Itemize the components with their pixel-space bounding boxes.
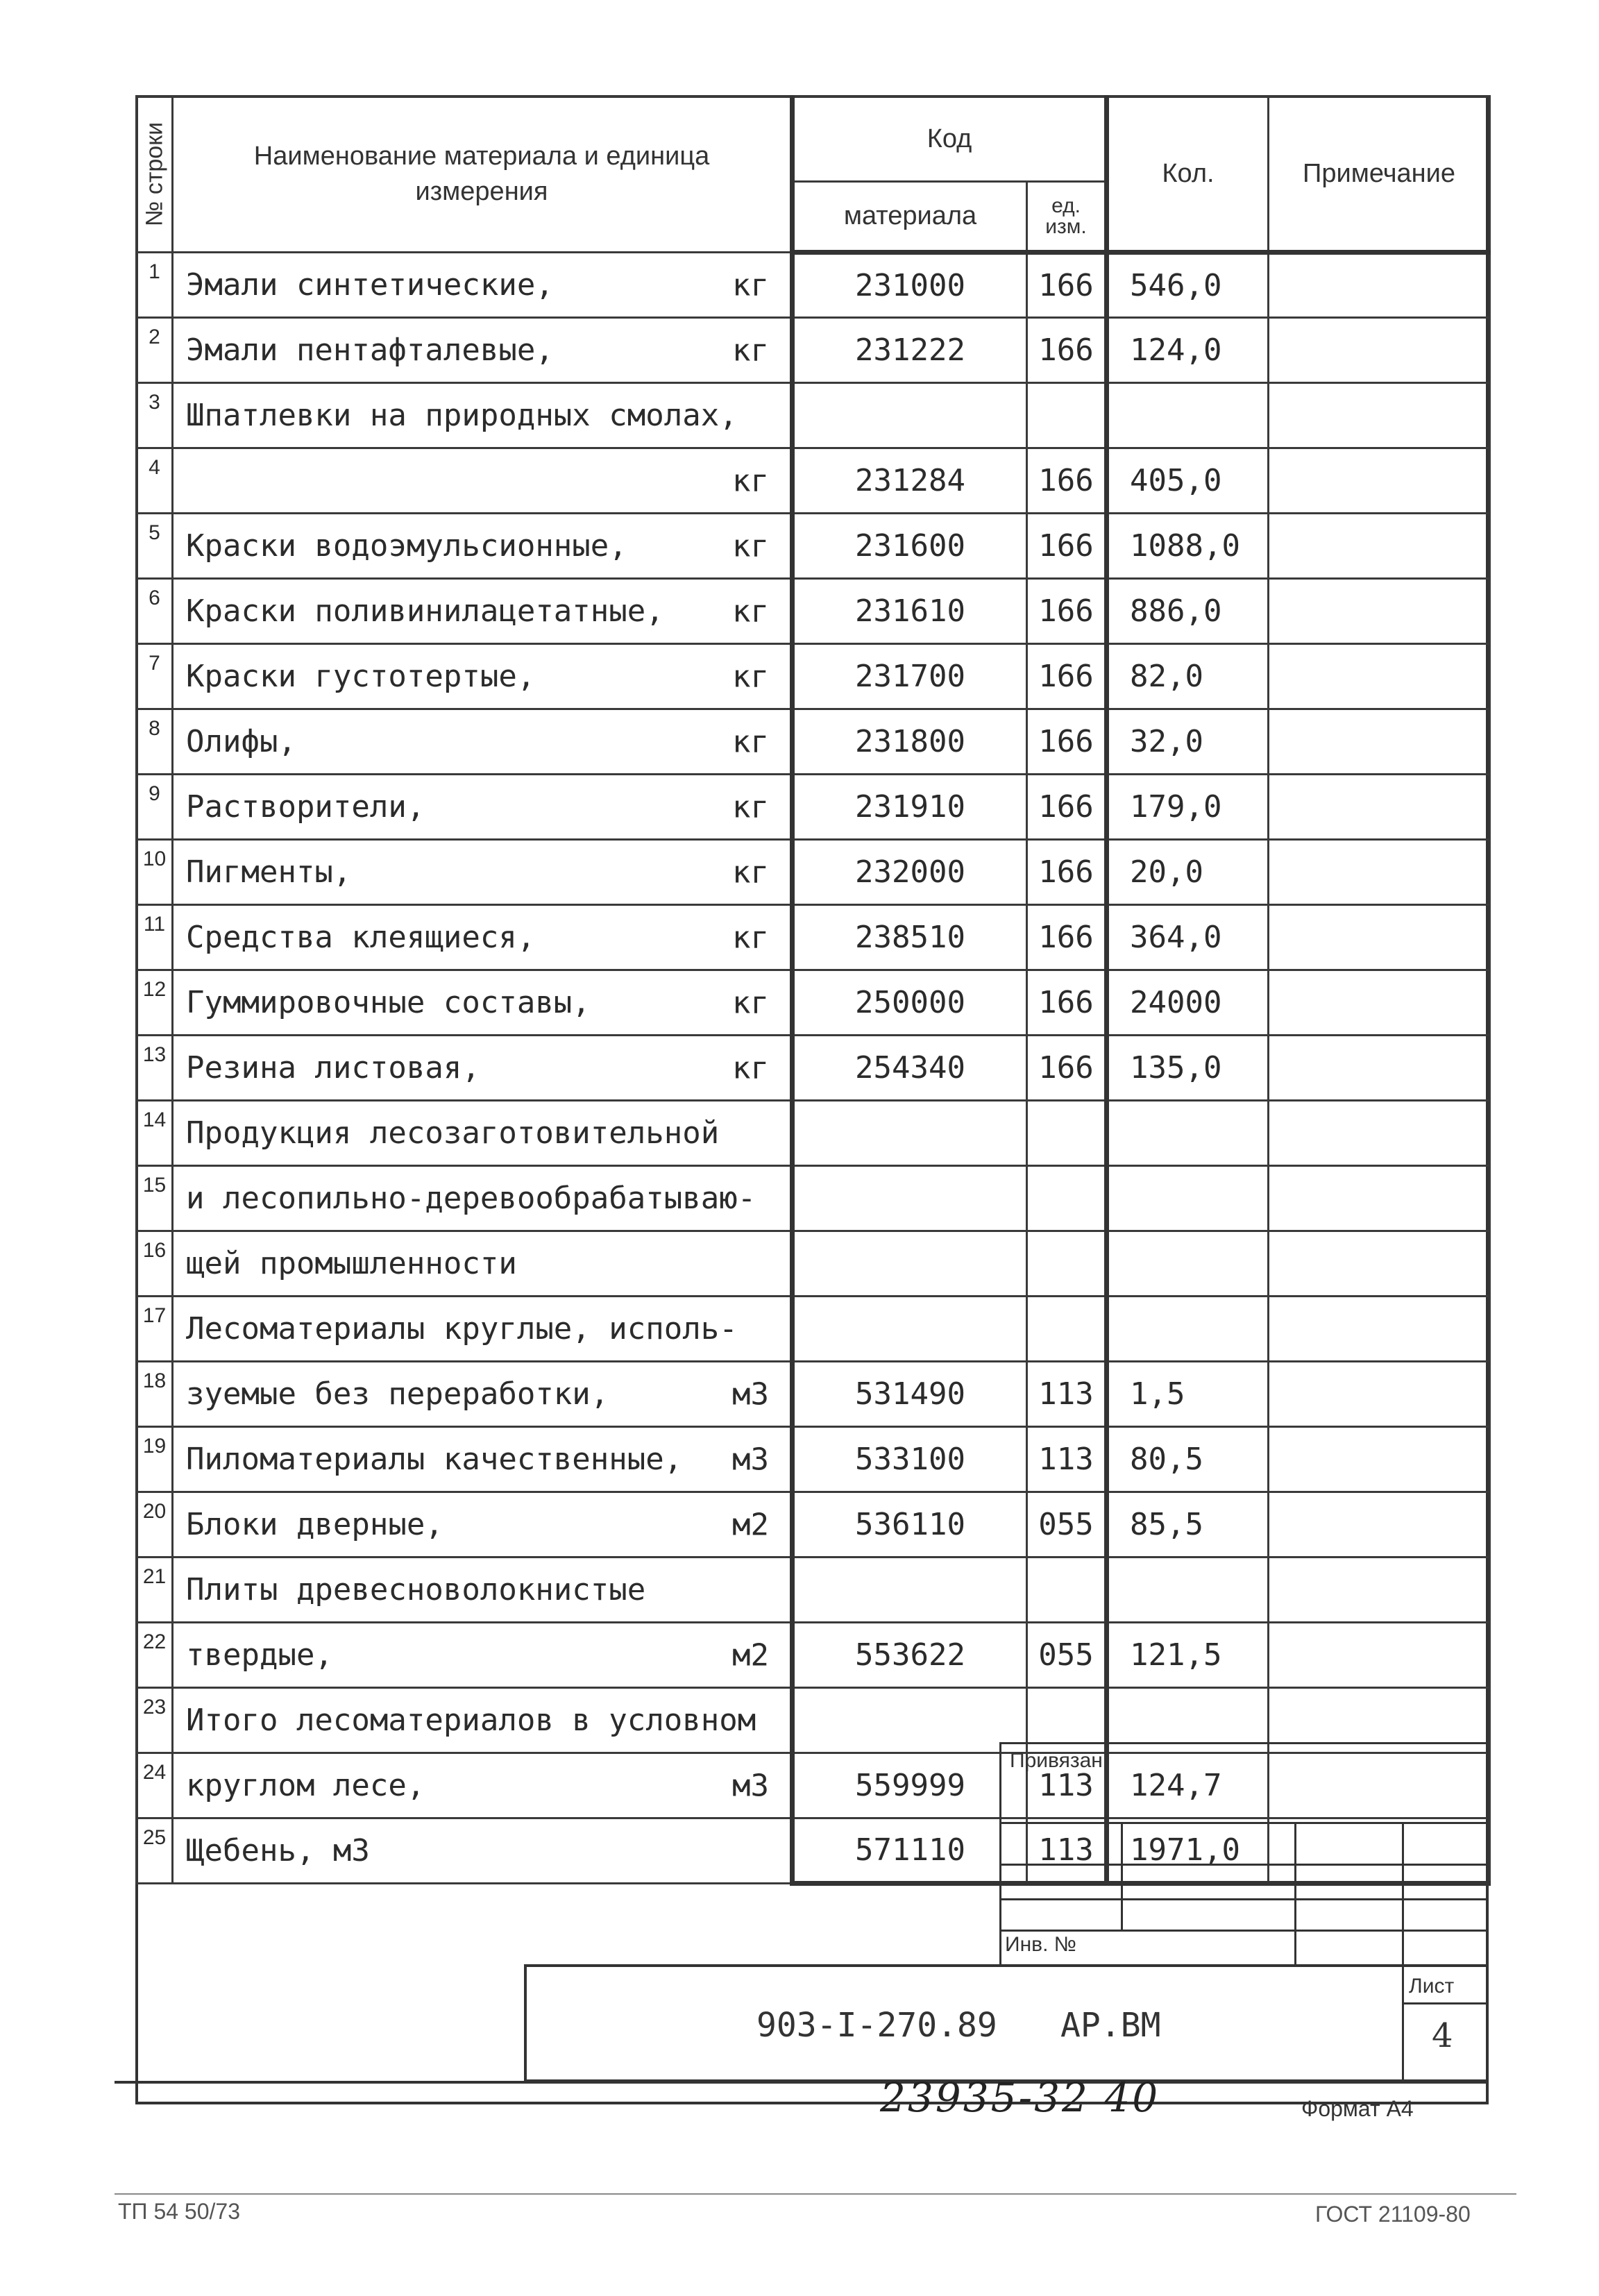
- material-code: 553622: [793, 1623, 1027, 1688]
- sheet-number: 4: [1432, 2016, 1453, 2055]
- quantity: [1107, 1558, 1269, 1623]
- row-number: 18: [137, 1362, 173, 1427]
- material-name-text: Эмали синтетические,: [186, 267, 554, 303]
- material-name-text: Краски густотертые,: [186, 659, 536, 694]
- row-number: 3: [137, 383, 173, 448]
- material-name-text: и лесопильно-деревообрабатываю-: [186, 1181, 756, 1216]
- unit-code: 113: [1027, 1362, 1107, 1427]
- material-name: [173, 383, 793, 448]
- row-number: 8: [137, 709, 173, 775]
- row-number: 24: [137, 1753, 173, 1818]
- material-unit: м3: [732, 1376, 769, 1412]
- material-name-text: Гуммировочные составы,: [186, 985, 591, 1020]
- stamp-line: [999, 1864, 1489, 1866]
- stamp-line: [1402, 1964, 1404, 2082]
- row-number: 5: [137, 514, 173, 579]
- table-row: [137, 1231, 1490, 1297]
- table-row: [137, 1362, 1490, 1427]
- quantity: 1,5: [1107, 1362, 1269, 1427]
- material-unit: м2: [732, 1637, 769, 1673]
- material-unit: кг: [732, 789, 769, 825]
- material-name: [173, 840, 793, 905]
- unit-code: 166: [1027, 970, 1107, 1036]
- footer-right: ГОСТ 21109-80: [1315, 2202, 1471, 2227]
- note: [1269, 644, 1490, 709]
- note: [1269, 1101, 1490, 1166]
- note: [1269, 1558, 1490, 1623]
- table-row: [137, 1297, 1490, 1362]
- material-name-text: Краски поливинилацетатные,: [186, 593, 664, 629]
- material-name-text: Краски водоэмульсионные,: [186, 528, 627, 564]
- stamp-line: [999, 1898, 1489, 1900]
- material-code: 250000: [793, 970, 1027, 1036]
- material-name: [173, 709, 793, 775]
- material-name: [173, 1818, 793, 1884]
- material-name: [173, 1101, 793, 1166]
- material-name: [173, 1492, 793, 1558]
- row-number: 16: [137, 1231, 173, 1297]
- unit-code: 166: [1027, 514, 1107, 579]
- material-name: [173, 318, 793, 383]
- quantity: 546,0: [1107, 253, 1269, 318]
- material-unit: кг: [732, 985, 769, 1020]
- material-code: [793, 1166, 1027, 1231]
- note: [1269, 1231, 1490, 1297]
- table-row: [137, 970, 1490, 1036]
- material-unit: кг: [732, 267, 769, 303]
- table-row: [137, 514, 1490, 579]
- bottom-rule: [115, 2081, 1489, 2084]
- quantity: 124,7: [1107, 1753, 1269, 1818]
- row-number: 10: [137, 840, 173, 905]
- material-code: 536110: [793, 1492, 1027, 1558]
- row-number: 25: [137, 1818, 173, 1884]
- unit-code: [1027, 1166, 1107, 1231]
- note: [1269, 709, 1490, 775]
- unit-code: 166: [1027, 1036, 1107, 1101]
- quantity: [1107, 1166, 1269, 1231]
- note: [1269, 1166, 1490, 1231]
- material-unit: кг: [732, 593, 769, 629]
- material-name: [173, 579, 793, 644]
- note: [1269, 840, 1490, 905]
- material-unit: кг: [732, 332, 769, 368]
- material-code: 571110: [793, 1818, 1027, 1884]
- unit-code: 055: [1027, 1623, 1107, 1688]
- material-name: [173, 1297, 793, 1362]
- material-unit: кг: [732, 463, 769, 498]
- material-code: 533100: [793, 1427, 1027, 1492]
- quantity: 886,0: [1107, 579, 1269, 644]
- material-name: [173, 1623, 793, 1688]
- material-code: [793, 383, 1027, 448]
- material-name-text: Блоки дверные,: [186, 1507, 443, 1542]
- material-name: [173, 970, 793, 1036]
- quantity: 1971,0: [1107, 1818, 1269, 1884]
- unit-code: 166: [1027, 644, 1107, 709]
- table-row: [137, 644, 1490, 709]
- material-code: [793, 1688, 1027, 1753]
- quantity: 24000: [1107, 970, 1269, 1036]
- row-number: 23: [137, 1688, 173, 1753]
- material-code: [793, 1558, 1027, 1623]
- row-number: 2: [137, 318, 173, 383]
- material-name: [173, 448, 793, 514]
- handwritten-number: 23935-32 40: [880, 2074, 1160, 2121]
- note: [1269, 1362, 1490, 1427]
- table-row: [137, 1623, 1490, 1688]
- unit-code: 055: [1027, 1492, 1107, 1558]
- material-code: 231700: [793, 644, 1027, 709]
- stamp-line: [999, 1930, 1489, 1932]
- inv-no-label: Инв. №: [1005, 1933, 1076, 1956]
- material-code: 254340: [793, 1036, 1027, 1101]
- row-number: 9: [137, 775, 173, 840]
- table-row: [137, 1492, 1490, 1558]
- note: [1269, 1492, 1490, 1558]
- note: [1269, 514, 1490, 579]
- unit-code: 166: [1027, 318, 1107, 383]
- privyazan-label: Привязан: [1010, 1749, 1103, 1772]
- material-name-text: Резина листовая,: [186, 1050, 480, 1086]
- material-code: 238510: [793, 905, 1027, 970]
- material-unit: кг: [732, 724, 769, 759]
- unit-code: [1027, 383, 1107, 448]
- row-number: 4: [137, 448, 173, 514]
- note: [1269, 1036, 1490, 1101]
- quantity: 179,0: [1107, 775, 1269, 840]
- col-code-material: материала: [793, 182, 1027, 253]
- quantity: 85,5: [1107, 1492, 1269, 1558]
- material-name: [173, 1688, 793, 1753]
- quantity: [1107, 1231, 1269, 1297]
- quantity: 1088,0: [1107, 514, 1269, 579]
- footer-rule: [115, 2193, 1516, 2195]
- quantity: [1107, 383, 1269, 448]
- material-name: [173, 253, 793, 318]
- stamp-line: [1294, 1822, 1296, 1964]
- quantity: 405,0: [1107, 448, 1269, 514]
- unit-code: 166: [1027, 448, 1107, 514]
- col-note: Примечание: [1269, 96, 1490, 253]
- unit-code: 166: [1027, 253, 1107, 318]
- unit-code: 166: [1027, 579, 1107, 644]
- material-name: [173, 905, 793, 970]
- material-code: 231600: [793, 514, 1027, 579]
- material-name-text: твердые,: [186, 1637, 333, 1673]
- material-name-text: Лесоматериалы круглые, исполь-: [186, 1311, 738, 1347]
- unit-code: 166: [1027, 905, 1107, 970]
- table-row: [137, 1166, 1490, 1231]
- material-name: [173, 514, 793, 579]
- quantity: 121,5: [1107, 1623, 1269, 1688]
- sheet-label: Лист: [1409, 1975, 1455, 1998]
- material-code: [793, 1101, 1027, 1166]
- material-unit: кг: [732, 854, 769, 890]
- material-code: 559999: [793, 1753, 1027, 1818]
- unit-code: 166: [1027, 709, 1107, 775]
- quantity: [1107, 1297, 1269, 1362]
- material-name-text: Растворители,: [186, 789, 425, 825]
- material-name: [173, 775, 793, 840]
- material-name-text: Продукция лесозаготовительной: [186, 1115, 720, 1151]
- material-name-text: круглом лесе,: [186, 1768, 425, 1803]
- material-name: [173, 1166, 793, 1231]
- note: [1269, 318, 1490, 383]
- table-row: [137, 1036, 1490, 1101]
- material-name-text: Эмали пентафталевые,: [186, 332, 554, 368]
- unit-code: 113: [1027, 1818, 1107, 1884]
- quantity: 80,5: [1107, 1427, 1269, 1492]
- unit-code: [1027, 1231, 1107, 1297]
- table-row: [137, 775, 1490, 840]
- material-code: 531490: [793, 1362, 1027, 1427]
- col-code: Код: [793, 96, 1107, 182]
- material-code: [793, 1231, 1027, 1297]
- unit-code: [1027, 1558, 1107, 1623]
- row-number: 17: [137, 1297, 173, 1362]
- note: [1269, 905, 1490, 970]
- note: [1269, 579, 1490, 644]
- col-quantity: Кол.: [1107, 96, 1269, 253]
- material-name: [173, 1036, 793, 1101]
- quantity: 82,0: [1107, 644, 1269, 709]
- footer-left: ТП 54 50/73: [118, 2199, 240, 2224]
- material-name-text: Шпатлевки на природных смолах,: [186, 398, 738, 433]
- material-name: [173, 1558, 793, 1623]
- row-number: 22: [137, 1623, 173, 1688]
- material-name-text: щей промышленности: [186, 1246, 517, 1281]
- material-name-text: Итого лесоматериалов в условном: [186, 1703, 756, 1738]
- material-code: 231800: [793, 709, 1027, 775]
- row-number: 13: [137, 1036, 173, 1101]
- row-number: 1: [137, 253, 173, 318]
- table-row: [137, 840, 1490, 905]
- material-code: 231222: [793, 318, 1027, 383]
- material-unit: м3: [732, 1442, 769, 1477]
- materials-table: [135, 95, 1491, 1886]
- title-block: [524, 1964, 1489, 2082]
- format-label: Формат А4: [1301, 2096, 1414, 2121]
- material-name-text: зуемые без переработки,: [186, 1376, 609, 1412]
- table-row: [137, 1427, 1490, 1492]
- unit-code: 166: [1027, 775, 1107, 840]
- material-name-text: Пигменты,: [186, 854, 352, 890]
- table-row: [137, 1558, 1490, 1623]
- note: [1269, 253, 1490, 318]
- table-row: [137, 383, 1490, 448]
- material-unit: м2: [732, 1507, 769, 1542]
- material-code: 231910: [793, 775, 1027, 840]
- table-row: [137, 1101, 1490, 1166]
- row-number: 6: [137, 579, 173, 644]
- col-material-name: Наименование материала и единица измерения: [173, 96, 793, 253]
- material-name-text: Плиты древесноволокнистые: [186, 1572, 646, 1607]
- stamp-line: [1402, 2002, 1489, 2004]
- material-name-text: Пиломатериалы качественные,: [186, 1442, 683, 1477]
- note: [1269, 775, 1490, 840]
- material-unit: кг: [732, 528, 769, 564]
- table-row: [137, 709, 1490, 775]
- row-number: 15: [137, 1166, 173, 1231]
- row-number: 19: [137, 1427, 173, 1492]
- row-number: 7: [137, 644, 173, 709]
- note: [1269, 970, 1490, 1036]
- stamp-line: [999, 1822, 1489, 1824]
- note: [1269, 448, 1490, 514]
- quantity: 135,0: [1107, 1036, 1269, 1101]
- table-row: [137, 253, 1490, 318]
- material-unit: кг: [732, 659, 769, 694]
- material-name: [173, 1753, 793, 1818]
- unit-code: 166: [1027, 840, 1107, 905]
- material-unit: кг: [732, 1050, 769, 1086]
- table-row: [137, 579, 1490, 644]
- table-row: [137, 448, 1490, 514]
- row-number: 20: [137, 1492, 173, 1558]
- row-number: 21: [137, 1558, 173, 1623]
- unit-code: 113: [1027, 1427, 1107, 1492]
- table-row: [137, 318, 1490, 383]
- material-name-text: Олифы,: [186, 724, 296, 759]
- material-code: 231284: [793, 448, 1027, 514]
- table-row: [137, 905, 1490, 970]
- material-unit: кг: [732, 920, 769, 955]
- material-code: 231610: [793, 579, 1027, 644]
- row-number: 11: [137, 905, 173, 970]
- material-name: [173, 1231, 793, 1297]
- material-name: [173, 644, 793, 709]
- col-code-unit: ед. изм.: [1027, 182, 1107, 253]
- material-name-text: Средства клеящиеся,: [186, 920, 536, 955]
- quantity: 364,0: [1107, 905, 1269, 970]
- quantity: 124,0: [1107, 318, 1269, 383]
- row-number: 12: [137, 970, 173, 1036]
- stamp-line: [1402, 1822, 1404, 1964]
- note: [1269, 1623, 1490, 1688]
- note: [1269, 1427, 1490, 1492]
- material-code: 232000: [793, 840, 1027, 905]
- note: [1269, 1297, 1490, 1362]
- material-name: [173, 1427, 793, 1492]
- quantity: [1107, 1101, 1269, 1166]
- material-code: 231000: [793, 253, 1027, 318]
- material-code: [793, 1297, 1027, 1362]
- quantity: 20,0: [1107, 840, 1269, 905]
- document-suffix: АР.ВМ: [1060, 2006, 1161, 2045]
- document-code: 903-I-270.89: [756, 2006, 997, 2045]
- material-name: [173, 1362, 793, 1427]
- material-unit: м3: [732, 1768, 769, 1803]
- stamp-line: [1121, 1822, 1123, 1930]
- unit-code: 113: [1027, 1753, 1107, 1818]
- col-row-number: № строки: [137, 96, 173, 253]
- row-number: 14: [137, 1101, 173, 1166]
- unit-code: [1027, 1101, 1107, 1166]
- note: [1269, 383, 1490, 448]
- quantity: 32,0: [1107, 709, 1269, 775]
- material-name-text: Щебень, м3: [186, 1833, 370, 1868]
- unit-code: [1027, 1297, 1107, 1362]
